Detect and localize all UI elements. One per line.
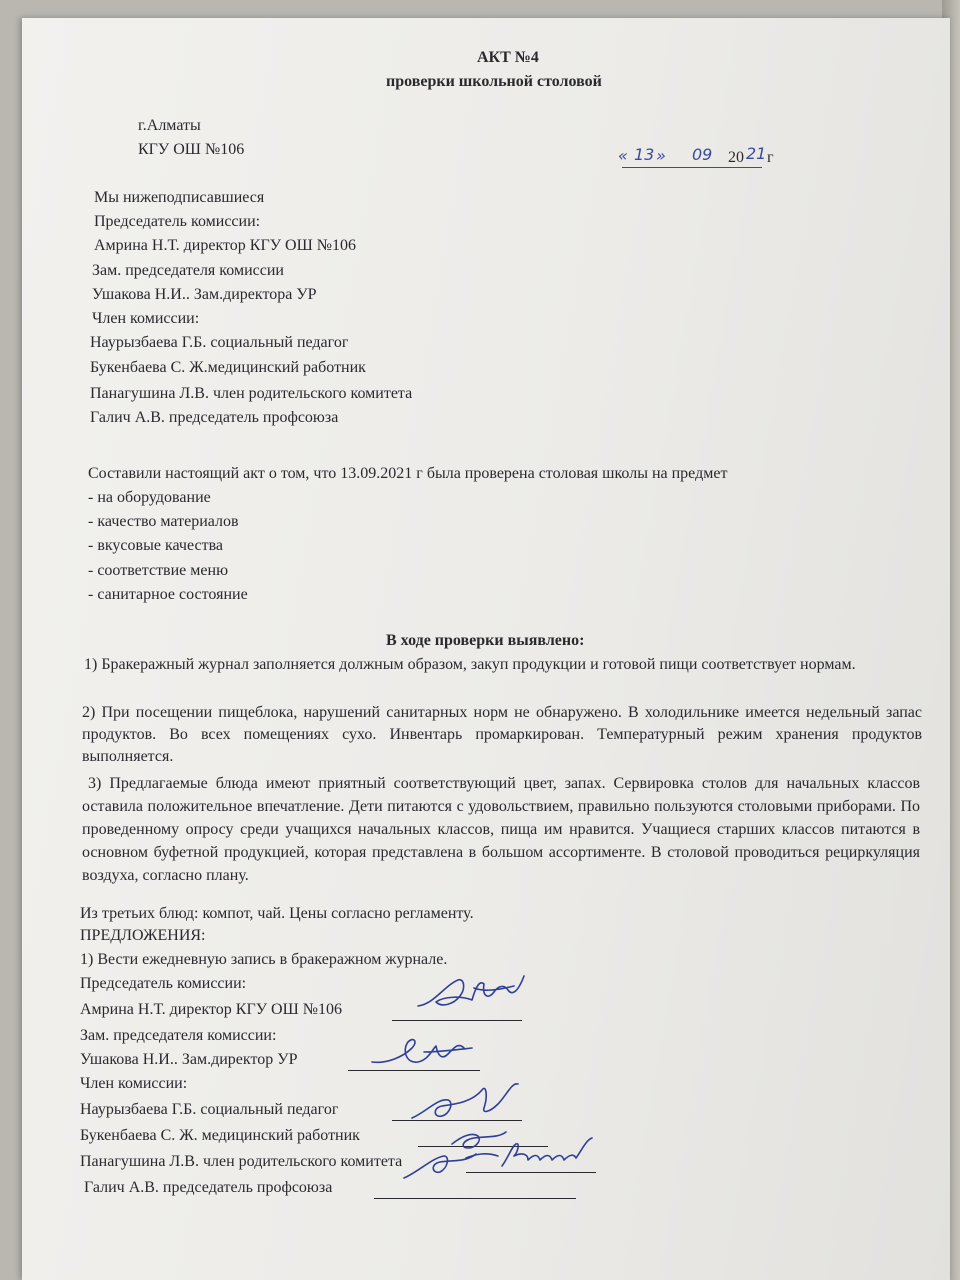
findings-heading: В ходе проверки выявлено:: [386, 632, 585, 649]
handwritten-signature-deputy: [368, 1030, 478, 1080]
subject-item: - соответствие меню: [88, 562, 229, 579]
finding-4: Из третьих блюд: компот, чай. Цены согласно регламенту.: [80, 905, 474, 922]
deputy-name: Ушакова Н.И.. Зам.директора УР: [92, 286, 317, 303]
member-1: Наурызбаева Г.Б. социальный педагог: [90, 334, 349, 351]
subject-item: - качество материалов: [88, 513, 239, 530]
member-2: Букенбаева С. Ж.медицинский работник: [90, 359, 366, 376]
document-page: [22, 18, 950, 1280]
subject-item: - на оборудование: [88, 489, 211, 506]
sign-member-3: Панагушина Л.В. член родительского комитета: [80, 1153, 403, 1170]
sign-chair-name: Амрина Н.Т. директор КГУ ОШ №106: [80, 1001, 342, 1018]
subject-item: - вкусовые качества: [88, 537, 224, 554]
document-title: АКТ №4: [477, 49, 539, 66]
sign-member-4: Галич А.В. председатель профсоюза: [84, 1179, 333, 1196]
sign-member-1: Наурызбаева Г.Б. социальный педагог: [80, 1101, 339, 1118]
subject-intro: Составили настоящий акт о том, что 13.09.2021 г была проверена столовая школы на предмет: [88, 465, 728, 482]
document-subtitle: проверки школьной столовой: [386, 73, 602, 90]
member-3: Панагушина Л.В. член родительского комитета: [90, 385, 413, 402]
handwritten-signature-panagushina: [498, 1136, 608, 1176]
date-suffix: г: [767, 149, 774, 166]
date-open-quote: «: [618, 146, 628, 165]
finding-1: 1) Бракеражный журнал заполняется должным образом, закуп продукции и готовой пищи соответствует нормам.: [84, 656, 856, 673]
sign-deputy-name: Ушакова Н.И.. Зам.директор УР: [80, 1051, 298, 1068]
finding-3: 3) Предлагаемые блюда имеют приятный соответствующий цвет, запах. Сервировка столов для начальных классов оставила положительное впечатление. Дети питаются с удовольствием, правильно пользуются столовыми приборами. По проведенному опросу среди учащихся начальных классов, пища им нравится. Учащиеся старших классов питаются в основном буфетной продукцией, которая представлена в большом ассортименте. В столовой проводиться рециркуляция воздуха, согласно плану.: [82, 775, 920, 884]
deputy-label: Зам. председателя комиссии: [92, 262, 284, 279]
date-underline: [622, 167, 762, 168]
date-year-prefix: 20: [728, 149, 744, 166]
date-close-quote: »: [656, 146, 666, 165]
intro-text: Мы нижеподписавшиеся: [94, 189, 265, 206]
member-label: Член комиссии:: [92, 310, 200, 327]
sign-deputy-label: Зам. председателя комиссии:: [80, 1027, 277, 1044]
organization: КГУ ОШ №106: [138, 141, 245, 158]
chair-label: Председатель комиссии:: [94, 213, 261, 230]
sign-member-2: Букенбаева С. Ж. медицинский работник: [80, 1127, 360, 1144]
proposal-1: 1) Вести ежедневную запись в бракеражном журнале.: [80, 951, 448, 968]
proposals-heading: ПРЕДЛОЖЕНИЯ:: [80, 927, 206, 944]
sign-chair-label: Председатель комиссии:: [80, 975, 247, 992]
handwritten-signature-chair: [414, 966, 534, 1026]
finding-2: 2) При посещении пищеблока, нарушений санитарных норм не обнаружено. В холодильнике имеется недельный запас продуктов. Во всех помещениях сухо. Инвентарь промаркирован. Температурный режим хранения продуктов выполняется.: [82, 704, 922, 765]
chair-name: Амрина Н.Т. директор КГУ ОШ №106: [94, 237, 356, 254]
date-month: 09: [692, 145, 713, 164]
date-day: 13: [634, 145, 655, 164]
sign-member-label: Член комиссии:: [80, 1075, 188, 1092]
member-4: Галич А.В. председатель профсоюза: [90, 409, 339, 426]
signature-line: [374, 1198, 576, 1199]
subject-item: - санитарное состояние: [88, 586, 248, 603]
date-year: 21: [746, 144, 767, 163]
city: г.Алматы: [138, 117, 201, 134]
